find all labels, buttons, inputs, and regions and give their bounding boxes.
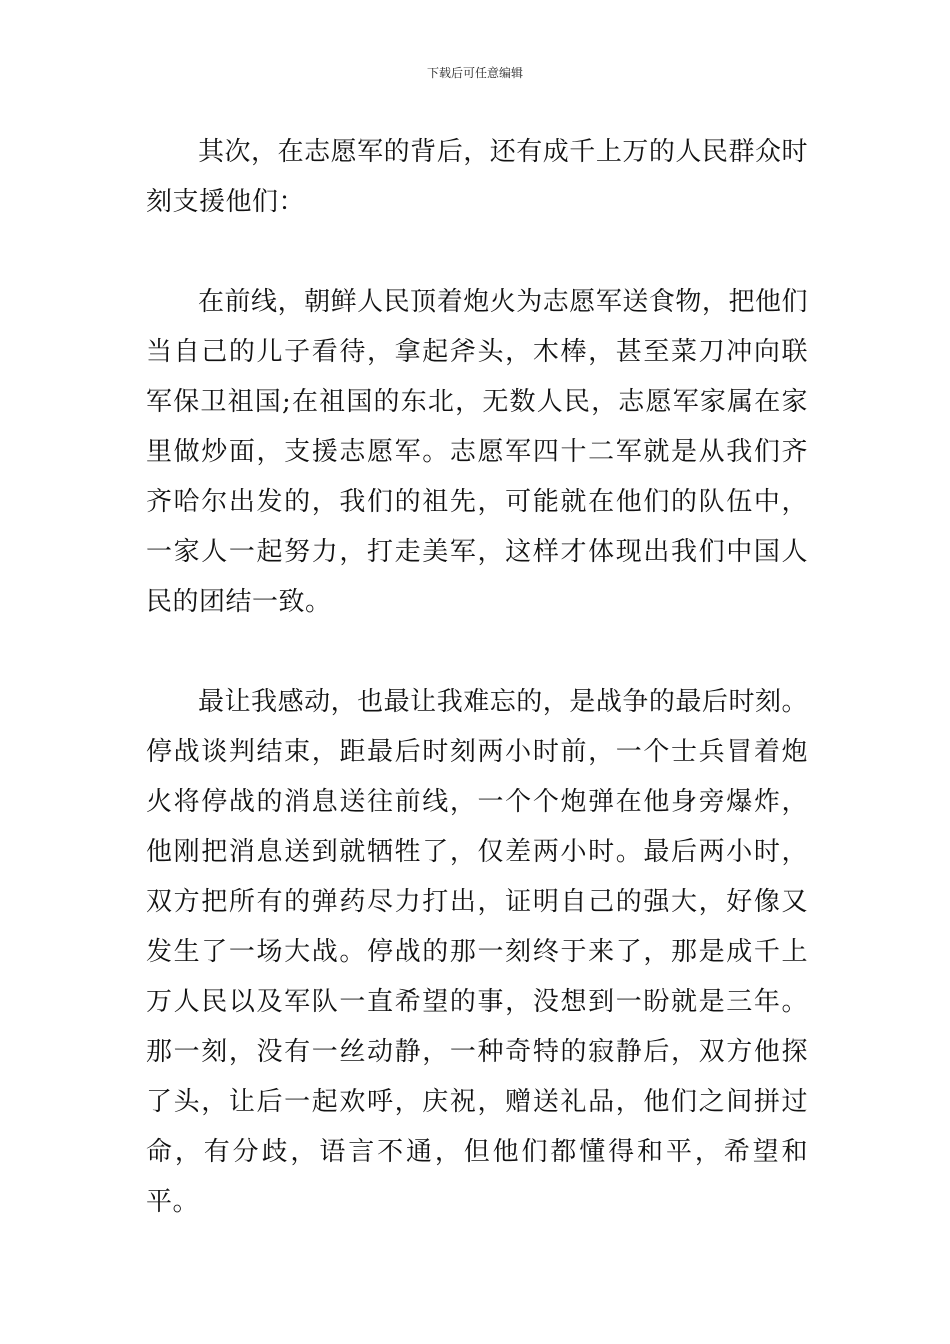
- document-body: [146, 127, 808, 1227]
- paragraph-final-moment: 最让我感动，也最让我难忘的，是战争的最后时刻。停战谈判结束，距最后时刻两小时前，一个士兵冒着炮火将停战的消息送往前线，一个个炮弹在他身旁爆炸，他刚把消息送到就牺牲了，仅差两小时。最后两小时，双方把所有的弹药尽力打出，证明自己的强大，好像又发生了一场大战。停战的那一刻终于来了，那是成千上万人民以及军队一直希望的事，没想到一盼就是三年。那一刻，没有一丝动静，一种奇特的寂静后，双方他探了头，让后一起欢呼，庆祝，赠送礼品，他们之间拼过命，有分歧，语言不通，但他们都懂得和平，希望和平。: [146, 687, 808, 1217]
- paragraph-frontline-support: 在前线，朝鲜人民顶着炮火为志愿军送食物，把他们当自己的儿子看待，拿起斧头，木棒，甚至菜刀冲向联军保卫祖国;在祖国的东北，无数人民，志愿军家属在家里做炒面，支援志愿军。志愿军四十二军就是从我们齐齐哈尔出发的，我们的祖先，可能就在他们的队伍中，一家人一起努力，打走美军，这样才体现出我们中国人民的团结一致。: [146, 287, 808, 617]
- paragraph-support-intro: 其次，在志愿军的背后，还有成千上万的人民群众时刻支援他们：: [146, 137, 808, 217]
- page-header-note: 下载后可任意编辑: [426, 66, 523, 80]
